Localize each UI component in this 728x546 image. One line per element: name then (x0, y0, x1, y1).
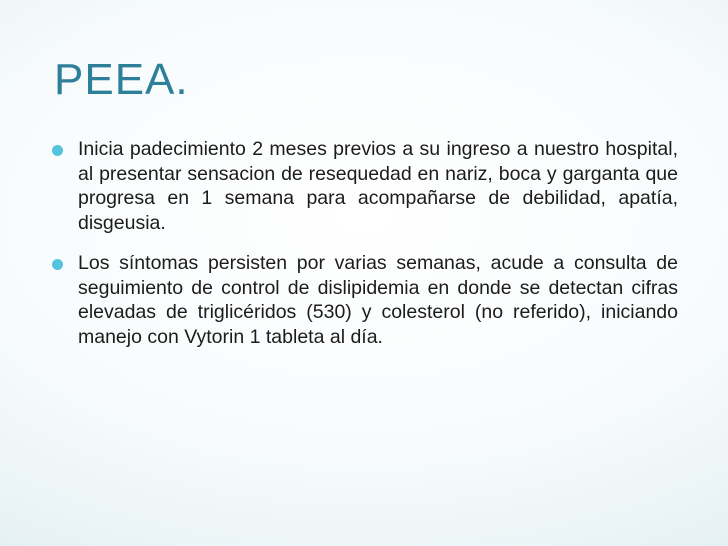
bullet-text: Inicia padecimiento 2 meses previos a su ingreso a nuestro hospital, al presentar sensacion de resequedad en nariz, boca y garganta que progresa en 1 semana para acompañarse de debilidad, apatía, disgeusia. (78, 138, 678, 234)
bullet-icon (52, 145, 63, 156)
slide-title: PEEA. (54, 55, 189, 104)
bullet-item (52, 137, 678, 235)
bullet-item (52, 251, 678, 349)
bullet-icon (52, 259, 63, 270)
bullet-list (52, 137, 678, 365)
bullet-text: Los síntomas persisten por varias semanas, acude a consulta de seguimiento de control de dislipidemia en donde se detectan cifras elevadas de triglicéridos (530) y colesterol (no referido), iniciando manejo con Vytorin 1 tableta al día. (78, 252, 678, 348)
